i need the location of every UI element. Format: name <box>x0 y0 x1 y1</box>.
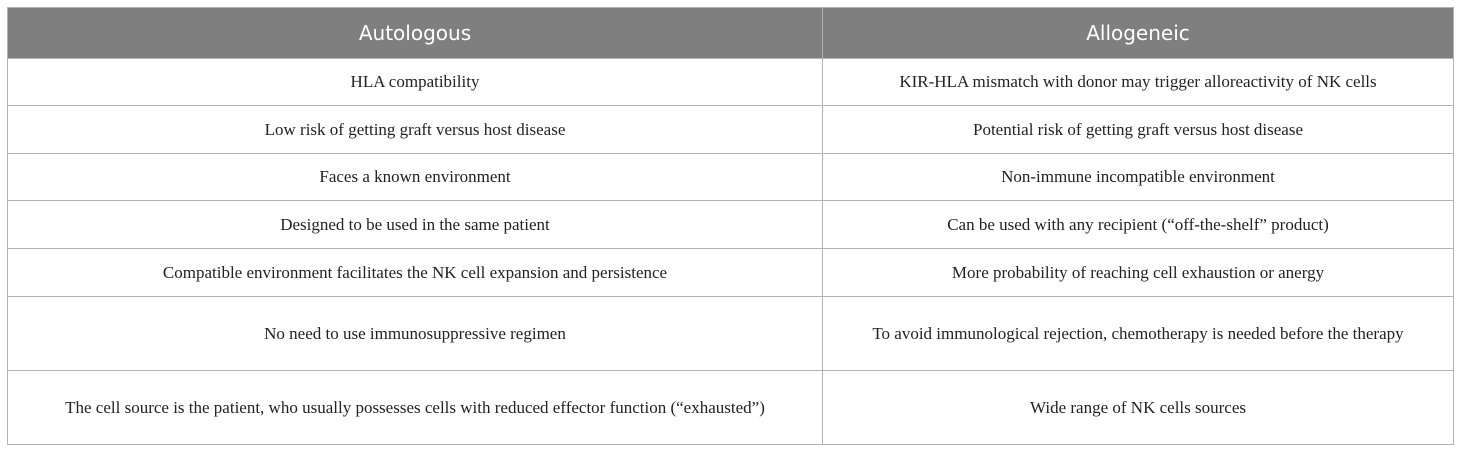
cell-allogeneic: Wide range of NK cells sources <box>823 371 1454 445</box>
comparison-table <box>7 7 1454 445</box>
cell-autologous: Low risk of getting graft versus host disease <box>8 106 823 154</box>
table-row <box>8 371 1454 445</box>
header-allogeneic: Allogeneic <box>823 8 1454 59</box>
header-autologous: Autologous <box>8 8 823 59</box>
cell-allogeneic: Potential risk of getting graft versus host disease <box>823 106 1454 154</box>
cell-allogeneic: KIR-HLA mismatch with donor may trigger alloreactivity of NK cells <box>823 59 1454 106</box>
table-row <box>8 201 1454 249</box>
cell-allogeneic: Can be used with any recipient (“off-the-shelf” product) <box>823 201 1454 249</box>
table-row <box>8 106 1454 154</box>
table-row <box>8 59 1454 106</box>
cell-allogeneic: To avoid immunological rejection, chemotherapy is needed before the therapy <box>823 297 1454 371</box>
table-row <box>8 249 1454 297</box>
cell-autologous: The cell source is the patient, who usually possesses cells with reduced effector function (“exhausted”) <box>8 371 823 445</box>
cell-autologous: HLA compatibility <box>8 59 823 106</box>
table-header-row <box>8 8 1454 59</box>
table-row <box>8 297 1454 371</box>
table-row <box>8 154 1454 201</box>
cell-allogeneic: Non-immune incompatible environment <box>823 154 1454 201</box>
cell-autologous: No need to use immunosuppressive regimen <box>8 297 823 371</box>
cell-autologous: Compatible environment facilitates the NK cell expansion and persistence <box>8 249 823 297</box>
cell-autologous: Designed to be used in the same patient <box>8 201 823 249</box>
comparison-table-container <box>7 7 1453 445</box>
cell-allogeneic: More probability of reaching cell exhaustion or anergy <box>823 249 1454 297</box>
cell-autologous: Faces a known environment <box>8 154 823 201</box>
